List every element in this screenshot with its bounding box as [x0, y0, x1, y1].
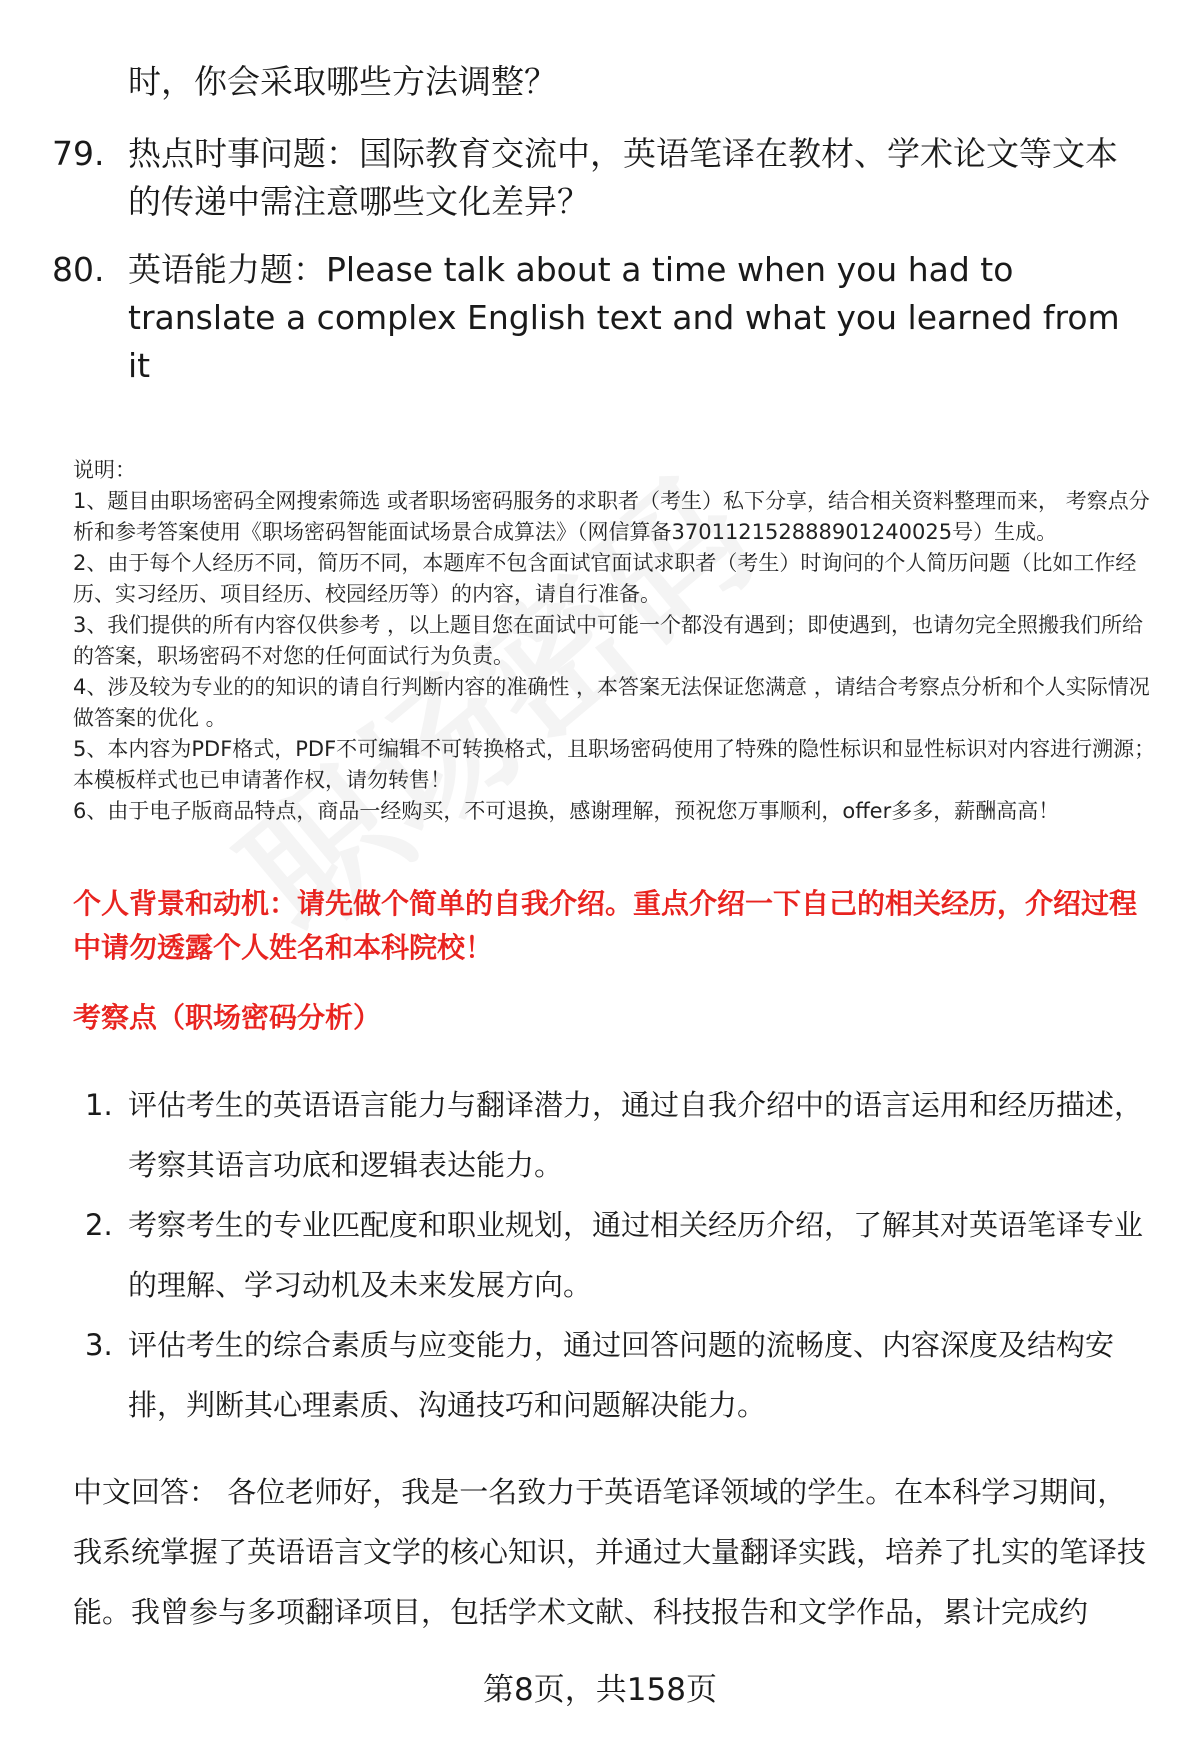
note-item: 3、我们提供的所有内容仅供参考 ，以上题目您在面试中可能一个都没有遇到；即使遇到，也请勿完全照搬我们所给的答案，职场密码不对您的任何面试行为负责。 [73, 613, 1144, 668]
question-text: 热点时事问题：国际教育交流中，英语笔译在教材、学术论文等文本的传递中需注意哪些文化差异？ [128, 134, 1118, 221]
point-text: 评估考生的综合素质与应变能力，通过回答问题的流畅度、内容深度及结构安排，判断其心理素质、沟通技巧和问题解决能力。 [128, 1328, 1115, 1422]
points-list [85, 1075, 1145, 1435]
section-question: 个人背景和动机：请先做个简单的自我介绍。重点介绍一下自己的相关经历，介绍过程中请勿透露个人姓名和本科院校！ [73, 887, 1138, 964]
point-text: 考察考生的专业匹配度和职业规划，通过相关经历介绍，了解其对英语笔译专业的理解、学习动机及未来发展方向。 [128, 1208, 1144, 1302]
page-footer: 第8页，共158页 [483, 1672, 717, 1708]
notes-block [73, 455, 1163, 827]
answer-text: 各位老师好，我是一名致力于英语笔译领域的学生。在本科学习期间，我系统掌握了英语语言文学的核心知识，并通过大量翻译实践，培养了扎实的笔译技能。我曾参与多项翻译项目，包括学术文献、科技报告和文学作品，累计完成约 [73, 1475, 1147, 1629]
note-item: 5、本内容为PDF格式，PDF不可编辑不可转换格式，且职场密码使用了特殊的隐性标识和显性标识对内容进行溯源；本模板样式也已申请著作权，请勿转售！ [73, 737, 1156, 792]
answer-label: 中文回答： [73, 1475, 219, 1509]
note-item: 6、由于电子版商品特点，商品一经购买，不可退换，感谢理解，预祝您万事顺利，offer多多，薪酬高高！ [73, 799, 1060, 823]
question-text: 英语能力题：Please talk about a time when you had to translate a complex English text and what you learned from it [128, 250, 1120, 385]
question-continuation: 时，你会采取哪些方法调整？ [128, 62, 557, 101]
point-text: 评估考生的英语语言能力与翻译潜力，通过自我介绍中的语言运用和经历描述，考察其语言功底和逻辑表达能力。 [128, 1088, 1144, 1182]
point-item [85, 1315, 1145, 1435]
point-item [85, 1195, 1145, 1315]
section-points-title: 考察点（职场密码分析） [73, 1001, 382, 1034]
note-item: 4、涉及较为专业的的知识的请自行判断内容的准确性 ，本答案无法保证您满意 ，请结合考察点分析和个人实际情况做答案的优化 。 [73, 675, 1150, 730]
note-item: 2、由于每个人经历不同，简历不同，本题库不包含面试官面试求职者（考生）时询问的个人简历问题（比如工作经历、实习经历、项目经历、校园经历等）的内容，请自行准备。 [73, 551, 1137, 606]
point-number: 1. [85, 1088, 113, 1122]
note-item: 1、题目由职场密码全网搜索筛选 或者职场密码服务的求职者（考生）私下分享，结合相关资料整理而来， 考察点分析和参考答案使用《职场密码智能面试场景合成算法》（网信算备370112152888901240025号）生成。 [73, 489, 1150, 544]
question-number: 80. [52, 250, 105, 289]
answer-block [73, 1462, 1153, 1642]
point-number: 3. [85, 1328, 113, 1362]
question-number: 79. [52, 134, 105, 173]
point-item [85, 1075, 1145, 1195]
point-number: 2. [85, 1208, 113, 1242]
notes-heading: 说明： [73, 458, 136, 482]
